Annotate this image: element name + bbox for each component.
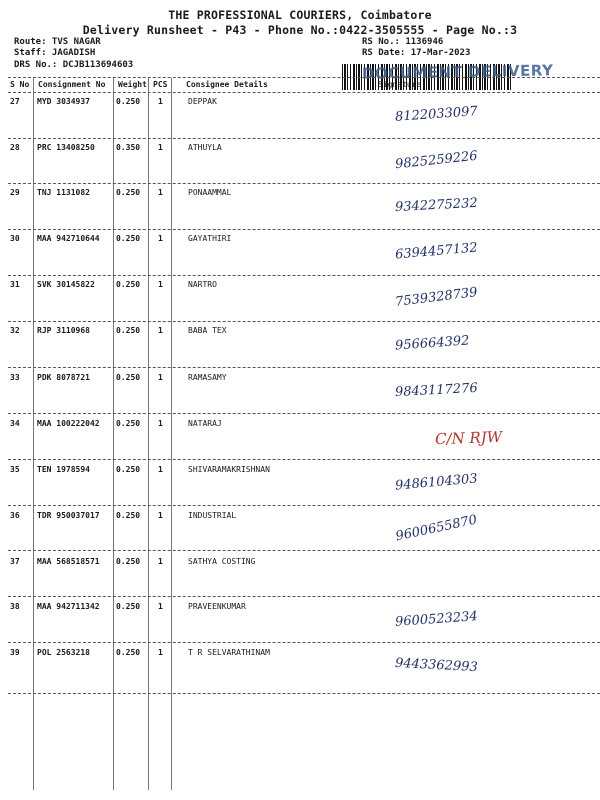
row-weight: 0.250	[116, 234, 141, 243]
row-consignment-no: RJP 3110968	[37, 326, 90, 335]
row-separator	[8, 229, 600, 230]
staff-label: Staff: JAGADISH	[14, 48, 96, 58]
row-signature: 9843117276	[394, 380, 479, 401]
row-consignment-no: TDR 950037017	[37, 511, 100, 520]
row-consignee: PRAVEENKUMAR	[188, 602, 246, 611]
col-consignment: Consignment No	[38, 80, 106, 89]
row-separator	[8, 596, 600, 597]
row-consignee: RAMASAMY	[188, 373, 227, 382]
col-consignee: Consignee Details	[186, 80, 268, 89]
row-consignee: NARTRO	[188, 280, 217, 289]
row-sno: 38	[10, 602, 20, 611]
row-pcs: 1	[158, 188, 163, 197]
row-sno: 32	[10, 326, 20, 335]
company-title: THE PROFESSIONAL COURIERS, Coimbatore	[168, 8, 432, 22]
row-signature: 8122033097	[394, 104, 479, 125]
row-signature: 9825259226	[394, 148, 479, 173]
row-separator	[8, 138, 600, 139]
row-pcs: 1	[158, 602, 163, 611]
row-sno: 28	[10, 143, 20, 152]
row-consignee: SATHYA COSTING	[188, 557, 256, 566]
header-top-rule	[8, 77, 600, 78]
row-consignee: INDUSTRIAL	[188, 511, 237, 520]
row-weight: 0.250	[116, 602, 141, 611]
col-divider	[33, 78, 34, 790]
row-separator	[8, 693, 600, 694]
row-pcs: 1	[158, 234, 163, 243]
row-sno: 27	[10, 97, 20, 106]
row-separator	[8, 413, 600, 414]
row-signature: 9486104303	[394, 471, 479, 494]
row-consignment-no: MAA 568518571	[37, 557, 100, 566]
row-separator	[8, 275, 600, 276]
runsheet-subtitle: Delivery Runsheet - P43 - Phone No.:0422-3505555 - Page No.:3	[82, 23, 518, 37]
row-separator	[8, 459, 600, 460]
row-pcs: 1	[158, 511, 163, 520]
row-weight: 0.250	[116, 648, 141, 657]
row-weight: 0.250	[116, 280, 141, 289]
row-separator	[8, 550, 600, 551]
row-weight: 0.250	[116, 373, 141, 382]
row-weight: 0.250	[116, 326, 141, 335]
row-consignment-no: PDK 8078721	[37, 373, 90, 382]
col-weight: Weight	[118, 80, 147, 89]
header-bottom-rule	[8, 92, 600, 93]
row-separator	[8, 505, 600, 506]
row-consignment-no: POL 2563218	[37, 648, 90, 657]
route-label: Route: TVS NAGAR	[14, 37, 101, 47]
row-weight: 0.250	[116, 188, 141, 197]
row-consignee: DEPPAK	[188, 97, 217, 106]
drs-number: DRS No.: DCJB113694603	[14, 60, 134, 70]
row-consignee: NATARAJ	[188, 419, 222, 428]
row-sno: 30	[10, 234, 20, 243]
row-signature: 9600655870	[394, 512, 479, 545]
row-consignee: GAYATHIRI	[188, 234, 232, 243]
row-separator	[8, 367, 600, 368]
row-sno: 31	[10, 280, 20, 289]
row-consignment-no: MAA 942711342	[37, 602, 100, 611]
row-signature: 9443362993	[394, 655, 479, 676]
row-consignee: BABA TEX	[188, 326, 227, 335]
col-pcs: PCS	[153, 80, 168, 89]
row-signature: 9342275232	[394, 195, 479, 216]
row-signature: 9600523234	[394, 609, 479, 630]
col-divider	[113, 78, 114, 790]
row-separator	[8, 321, 600, 322]
row-separator	[8, 183, 600, 184]
row-consignee: PONAAMMAL	[188, 188, 232, 197]
row-consignee: SHIVARAMAKRISHNAN	[188, 465, 270, 474]
document-delivery-stamp: DOCUMENT DELIVERY	[361, 61, 554, 83]
row-weight: 0.250	[116, 511, 141, 520]
row-pcs: 1	[158, 648, 163, 657]
row-pcs: 1	[158, 373, 163, 382]
col-sno: S No	[10, 80, 30, 89]
col-divider	[171, 78, 172, 790]
row-signature: 7539328739	[394, 285, 479, 310]
row-weight: 0.250	[116, 419, 141, 428]
row-signature: 956664392	[394, 333, 470, 354]
row-sno: 36	[10, 511, 20, 520]
rs-number: RS No.: 1136946	[362, 37, 444, 47]
row-sno: 33	[10, 373, 20, 382]
row-sno: 29	[10, 188, 20, 197]
row-sno: 37	[10, 557, 20, 566]
row-consignment-no: MAA 100222042	[37, 419, 100, 428]
col-divider	[148, 78, 149, 790]
row-consignment-no: MYD 3034937	[37, 97, 90, 106]
row-sno: 39	[10, 648, 20, 657]
row-signature: C/N RJW	[434, 427, 503, 449]
row-pcs: 1	[158, 326, 163, 335]
row-pcs: 1	[158, 280, 163, 289]
row-weight: 0.250	[116, 97, 141, 106]
rs-date: RS Date: 17-Mar-2023	[362, 48, 471, 58]
row-weight: 0.250	[116, 465, 141, 474]
row-consignment-no: PRC 13408250	[37, 143, 95, 152]
col-signature: Signature	[378, 80, 422, 89]
row-sno: 34	[10, 419, 20, 428]
row-weight: 0.350	[116, 143, 141, 152]
row-consignee: T R SELVARATHINAM	[188, 648, 270, 657]
row-pcs: 1	[158, 465, 163, 474]
row-weight: 0.250	[116, 557, 141, 566]
row-consignment-no: TEN 1978594	[37, 465, 90, 474]
row-pcs: 1	[158, 557, 163, 566]
row-consignment-no: SVK 30145822	[37, 280, 95, 289]
row-consignment-no: MAA 942710644	[37, 234, 100, 243]
row-signature: 6394457132	[394, 240, 479, 263]
row-pcs: 1	[158, 97, 163, 106]
row-separator	[8, 642, 600, 643]
row-pcs: 1	[158, 419, 163, 428]
row-consignee: ATHUYLA	[188, 143, 222, 152]
row-pcs: 1	[158, 143, 163, 152]
row-sno: 35	[10, 465, 20, 474]
row-consignment-no: TNJ 1131082	[37, 188, 90, 197]
